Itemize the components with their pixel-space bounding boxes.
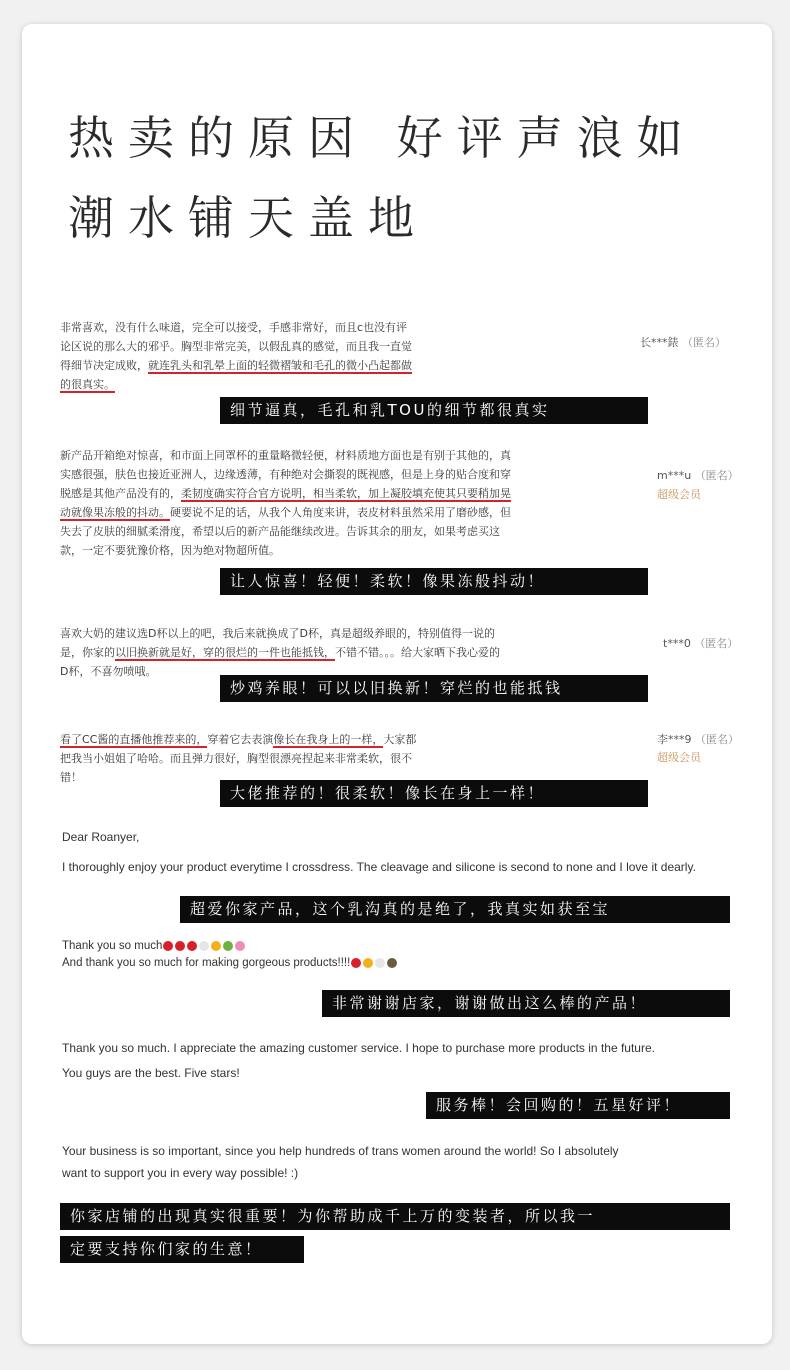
underlined-text: 柔韧度确实符合官方说明，相当柔软，加上凝胶填充使其只要稍加晃	[181, 487, 511, 500]
underlined-text: 看了CC酱的直播他推荐来的，	[60, 733, 208, 746]
underlined-text: 的很真实。	[60, 378, 115, 391]
bow-icon	[387, 958, 397, 968]
underlined-text: 像长在我身上的一样，	[273, 733, 384, 746]
review-1-line-3: 得细节决定成败，就连乳头和乳晕上面的轻微褶皱和毛孔的微小凸起都做	[60, 359, 412, 372]
highlight-banner-2: 让人惊喜！轻便！柔软！像果冻般抖动！	[220, 568, 648, 595]
english-review-4	[62, 1140, 619, 1184]
review-3-line-2: 是，你家的以旧换新就是好，穿的很烂的一件也能抵钱，不错不错。。。给大家晒下我心爱的	[60, 646, 500, 659]
member-badge-4: 超级会员	[657, 751, 701, 764]
reviewer-4: 李***9 （匿名）	[657, 733, 739, 746]
english-review-1	[62, 826, 696, 878]
review-2	[60, 446, 511, 560]
english-review-3-line-2: You guys are the best. Five stars!	[62, 1066, 240, 1080]
review-3-line-3: D杯，不喜勿喷哦。	[60, 665, 157, 678]
english-review-1-line-1: Dear Roanyer,	[62, 830, 140, 844]
smile-icon	[363, 958, 373, 968]
heart-icon	[175, 941, 185, 951]
underlined-text: 以旧换新就是好，	[115, 646, 203, 659]
review-1-line-1: 非常喜欢，没有什么味道，完全可以接受，手感非常好，而且c也没有评	[60, 321, 408, 334]
review-4	[60, 730, 416, 787]
review-4-line-3: 错！	[60, 771, 82, 784]
english-review-2-line-1: Thank you so much	[62, 938, 398, 955]
underlined-text: 动就像果冻般的抖动。	[60, 506, 170, 519]
review-4-line-1: 看了CC酱的直播他推荐来的，穿着它去表演像长在我身上的一样，大家都	[60, 733, 417, 746]
bubble-icon	[375, 958, 385, 968]
english-review-3-line-1: Thank you so much. I appreciate the amazing customer service. I hope to purchase more products in the future.	[62, 1041, 655, 1055]
review-2-line-3: 脱感是其他产品没有的，柔韧度确实符合官方说明，相当柔软，加上凝胶填充使其只要稍加晃	[60, 487, 511, 500]
highlight-banner-6: 非常谢谢店家，谢谢做出这么棒的产品！	[322, 990, 730, 1017]
review-3-line-1: 喜欢大奶的建议选D杯以上的吧，我后来就换成了D杯，真是超级养眼的，特别值得一说的	[60, 627, 495, 640]
member-badge-2: 超级会员	[657, 488, 701, 501]
reviewer-3: t***0 （匿名）	[663, 637, 739, 650]
highlight-banner-4: 大佬推荐的！很柔软！像长在身上一样！	[220, 780, 648, 807]
bubble-icon	[199, 941, 209, 951]
highlight-banner-1: 细节逼真，毛孔和乳TOU的细节都很真实	[220, 397, 648, 424]
flower-icon	[223, 941, 233, 951]
highlight-banner-5: 超爱你家产品，这个乳沟真的是绝了，我真实如获至宝	[180, 896, 730, 923]
highlight-banner-7: 服务棒！会回购的！五星好评！	[426, 1092, 730, 1119]
english-review-2	[62, 938, 398, 972]
reviewer-1: 长***錶 （匿名）	[640, 336, 726, 349]
review-2-line-1: 新产品开箱绝对惊喜，和市面上同罩杯的重量略微轻便，材料质地方面也是有别于其他的，真	[60, 449, 511, 462]
thumbs-up-icon	[211, 941, 221, 951]
underlined-text: 就连乳头和乳晕上面的轻微褶皱和毛孔的微小凸起都做	[148, 359, 412, 372]
english-review-1-line-2: I thoroughly enjoy your product everytime I crossdress. The cleavage and silicone is second to none and I love it dearly.	[62, 860, 696, 874]
review-3	[60, 624, 500, 681]
heart-icon	[163, 941, 173, 951]
heart-icon	[351, 958, 361, 968]
headline-line-2: 潮水铺天盖地	[68, 191, 428, 245]
reviewer-2: m***u （匿名）	[657, 469, 739, 482]
review-1	[60, 318, 412, 394]
review-1-line-4	[60, 375, 412, 394]
highlight-banner-8-line-1: 你家店铺的出现真实很重要！为你帮助成千上万的变装者，所以我一	[60, 1203, 730, 1230]
review-1-line-2: 论区说的那么大的邪乎。胸型非常完美，以假乱真的感觉，而且我一直觉	[60, 340, 412, 353]
english-review-3	[62, 1036, 655, 1086]
review-2-line-6: 款，一定不要犹豫价格，因为绝对物超所值。	[60, 544, 280, 557]
english-review-2-line-2: And thank you so much for making gorgeous products!!!!	[62, 955, 398, 972]
highlight-banner-3: 炒鸡养眼！可以以旧换新！穿烂的也能抵钱	[220, 675, 648, 702]
headline-line-1: 热卖的原因 好评声浪如	[68, 111, 697, 165]
heart-icon	[187, 941, 197, 951]
underlined-text: 穿的很烂的一件也能抵钱，	[203, 646, 335, 659]
blossom-icon	[235, 941, 245, 951]
highlight-banner-8-line-2: 定要支持你们家的生意！	[60, 1236, 304, 1263]
review-2-line-2: 实感很强，肤色也接近亚洲人，边缘透薄，有种绝对会撕裂的既视感，但是上身的贴合度和穿	[60, 468, 511, 481]
review-4-line-2: 把我当小姐姐了哈哈。而且弹力很好，胸型很漂亮捏起来非常柔软，很不	[60, 752, 412, 765]
review-2-line-4: 动就像果冻般的抖动。硬要说不足的话，从我个人角度来讲，表皮材料虽然采用了磨砂感，但	[60, 506, 511, 519]
english-review-4-line-2: want to support you in every way possible! :)	[62, 1166, 299, 1180]
english-review-4-line-1: Your business is so important, since you help hundreds of trans women around the world! So I absolutely	[62, 1144, 619, 1158]
review-2-line-5: 失去了皮肤的细腻柔滑度，希望以后的新产品能继续改进。告诉其余的朋友，如果考虑买这	[60, 525, 500, 538]
